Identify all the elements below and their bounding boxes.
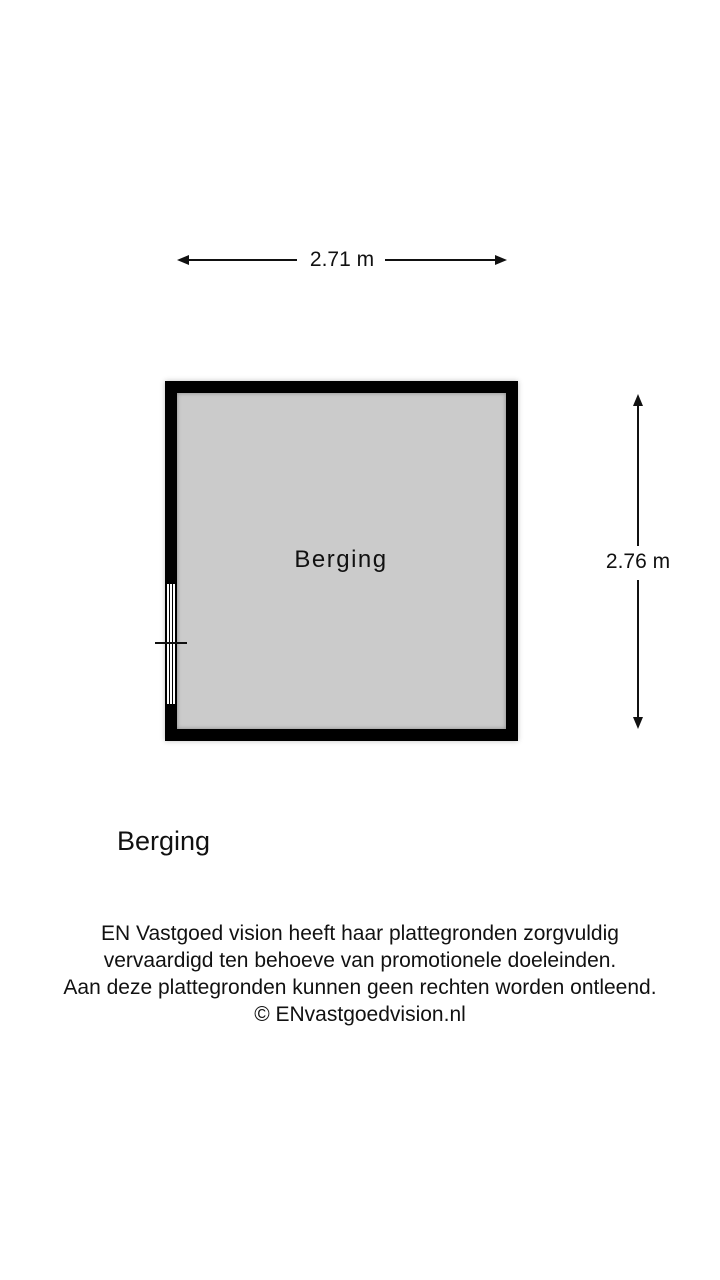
arrow-right-icon [495, 255, 507, 265]
disclaimer-line: vervaardigd ten behoeve van promotionele doeleinden. [103, 949, 617, 972]
disclaimer [0, 920, 720, 1028]
width-dimension-label: 2.71 m [309, 248, 375, 271]
floor-name: Berging [117, 826, 211, 856]
height-dimension-line-bottom [637, 580, 639, 719]
room-label: Berging [294, 546, 388, 573]
height-dimension-label: 2.76 m [605, 550, 671, 573]
window-marker [155, 642, 187, 644]
disclaimer-line: EN Vastgoed vision heeft haar plattegronden zorgvuldig [101, 922, 619, 945]
width-dimension-line-left [187, 259, 297, 261]
width-dimension-line-right [385, 259, 497, 261]
window-left-wall [165, 584, 177, 704]
height-dimension-line-top [637, 404, 639, 546]
arrow-down-icon [633, 717, 643, 729]
disclaimer-line: Aan deze plattegronden kunnen geen rechten worden ontleend. [63, 976, 657, 999]
copyright-line: © ENvastgoedvision.nl [254, 1003, 466, 1026]
window-pane-line [172, 584, 173, 704]
window-pane-line [169, 584, 170, 704]
